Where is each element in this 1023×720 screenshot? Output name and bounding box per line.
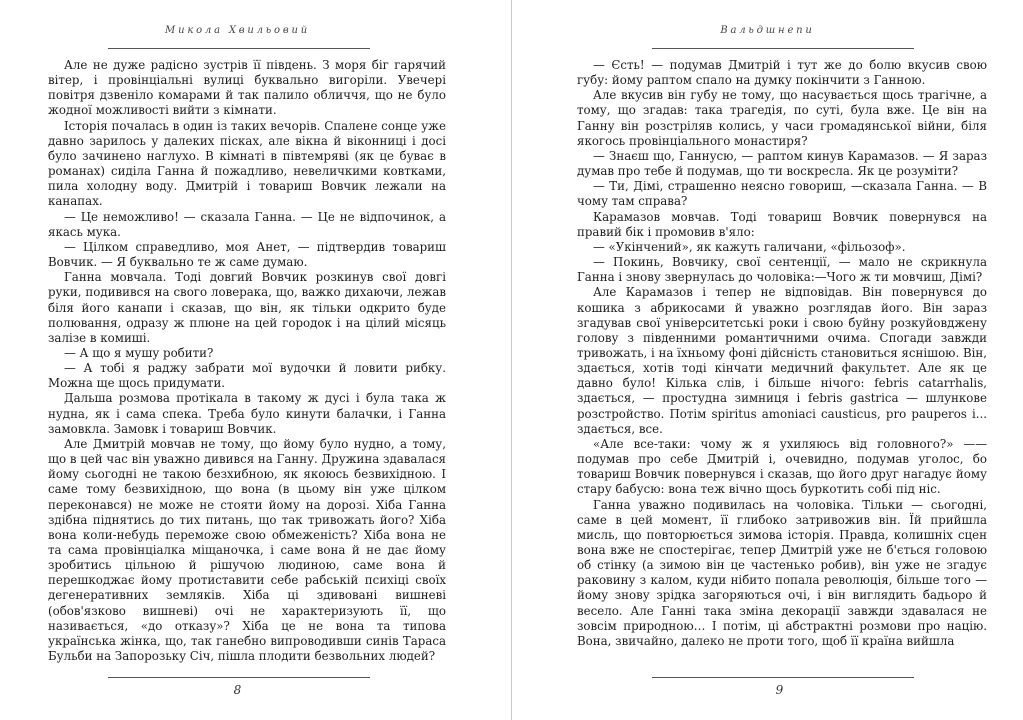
- paragraph: Історія почалась в один із таких вечорів. Спалене сонце уже давно зарилось у далеких пісках, але вікна й віконниці і досі було зачинено наглухо. В кімнаті в півтемряві (як це буває в романах) сиділа Ганна й пожадливо, невеличкими ковтками, пила холодну воду. Дмитрій і товариш Вовчик лежали на канапах.: [48, 118, 446, 209]
- paragraph: Ганна мовчала. Тоді довгий Вовчик розкинув свої довгі руки, подивився на свого ловерака, що, важко дихаючи, лежав біля його канапи і сказав, що він, як тільки одкрито буде полювання, одразу ж плюне на цей городок і на цілий місяць залізе в комиші.: [48, 270, 446, 345]
- right-page: [512, 0, 1023, 720]
- paragraph: — Це неможливо! — сказала Ганна. — Це не відпочинок, а якась мука.: [48, 209, 446, 239]
- paragraph: — Цілком справедливо, моя Анет, — підтвердив товариш Вовчик. — Я буквально те ж саме думаю.: [48, 239, 446, 270]
- paragraph: — Ти, Дімі, страшенно неясно говориш, —сказала Ганна. — В чому там справа?: [577, 179, 987, 209]
- paragraph: — А що я мушу робити?: [64, 345, 214, 360]
- page-number: 8: [233, 683, 242, 697]
- paragraph: «Але все-таки: чому ж я ухиляюсь від головного?» —— подумав про себе Дмитрій і, очевидно, подумав уголос, бо товариш Вовчик повернувся і сказав, що його друг нагадує йому стару бабусю: вона теж вічно щось буркотить собі під ніс.: [577, 436, 987, 497]
- page-body: [577, 58, 987, 649]
- paragraph: — А тобі я раджу забрати мої вудочки й ловити рибку. Можна ще щось придумати.: [48, 361, 446, 391]
- header-rule: [652, 48, 914, 49]
- paragraph: Але не дуже радісно зустрів її південь. З моря біг гарячий вітер, і провінціальні вулиці буквально вигоріли. Увечері повітря дзвеніло комарами й так палило обличчя, що не було жодної можливості вийти з кімнати.: [48, 58, 446, 118]
- paragraph: — Покинь, Вовчику, свої сентенції, — мало не скрикнула Ганна і знову звернулась до чоловіка:—Чого ж ти мовчиш, Дімі?: [577, 255, 987, 285]
- paragraph: Дальша розмова протікала в такому ж дусі і була така ж нудна, як і сама спека. Треба було кинути балачки, і Ганна замовкла. Замовк і товариш Вовчик.: [48, 391, 446, 436]
- paragraph: — Знаєш що, Ганнусю, — раптом кинув Карамазов. — Я зараз думав про тебе й подумав, що ти воскресла. Як це розуміти?: [577, 148, 987, 179]
- paragraph: Ганна уважно подивилась на чоловіка. Тільки — сьогодні, саме в цей момент, її глибоко затривожив він. Їй прийшла мисль, що повторюється зимова історія. Правда, колишніх сцен вона вже не спостерігає, тепер Дмитрій уже не б'ється головою об стінку (а зимою він це частенько робив), він уже не згадує раковину з калом, куди нібито попала революція, більше того — йому знову зрідка загоряються очі, і він виглядить бадьоро й весело. Але Ганні така зміна декорації завжди здавалася не зовсім природною… І потім, ці абстрактні розмови про націю. Вона, звичайно, далеко не проти того, щоб її країна вийшла: [577, 497, 987, 648]
- left-page: [0, 0, 511, 720]
- paragraph: — Єсть! — подумав Дмитрій і тут же до болю вкусив свою губу: йому раптом спало на думку покінчити з Ганною.: [577, 58, 987, 88]
- footer-rule: [652, 677, 914, 678]
- running-head: Вальдшнепи: [720, 25, 815, 36]
- paragraph: Але вкусив він губу не тому, що насувається щось трагічне, а тому, що згадав: така трагедія, по суті, була вже. Це він на Ганну він розстріляв колись, у часи громадянської війни, біля якогось провінціального монастиря?: [577, 88, 987, 148]
- paragraph: — «Укінчений», як кажуть галичани, «фільозоф».: [593, 239, 906, 254]
- header-rule: [108, 48, 370, 49]
- paragraph: Але Карамазов і тепер не відповідав. Він повернувся до кошика з абрикосами й уважно розглядав його. Він зараз згадував свої університетські роки і свою буйну розкуйовджену голову з південними романтичними очима. Спогади завжди тривожать, і на їхньому фоні дійсність становиться яснішою. Він, здається, хотів тоді кінчати медичний факультет. Але як це давно було! Кілька слів, і більше нічого: febris catarrhalis, здається, — простудна зимниця і febris gastrica — шлункове розстройство. Потім spiritus amoniaci causticus, pro pauperos і... здається, все.: [577, 285, 987, 436]
- running-head: Микола Хвильовий: [165, 25, 310, 36]
- footer-rule: [108, 677, 370, 678]
- page-body: [48, 58, 446, 664]
- page-number: 9: [775, 683, 784, 697]
- paragraph: Але Дмитрій мовчав не тому, що йому було нудно, а тому, що в цей час він уважно дивився на Ганну. Дружина здавалася йому сьогодні не такою безхибною, як якоюсь безвихідною. І саме тому безвихідною, що вона (в цьому він уже цілком переконався) не може не стояти йому на дорозі. Хіба Ганна здібна піднятись до тих питань, що так тривожать його? Хіба вона коли-небудь переможе свою обмеженість? Хіба вона не та сама провінціалка міщаночка, і саме вона й не дає йому зробитись цільною й рішучою людиною, саме вона й перешкоджає йому протиставити себе рабській психіці своїх дегенеративних земляків. Хіба ці здивовані вишневі (обов'язково вишневі) очі не характеризують її, що називається, «до отказу»? Хіба це не вона та типова українська жінка, що, так ганебно випроводивши синів Тараса Бульби на Запорозьку Січ, пішла плодити безвольних людей?: [48, 436, 446, 664]
- paragraph: Карамазов мовчав. Тоді товариш Вовчик повернувся на правий бік і промовив в'яло:: [577, 209, 987, 239]
